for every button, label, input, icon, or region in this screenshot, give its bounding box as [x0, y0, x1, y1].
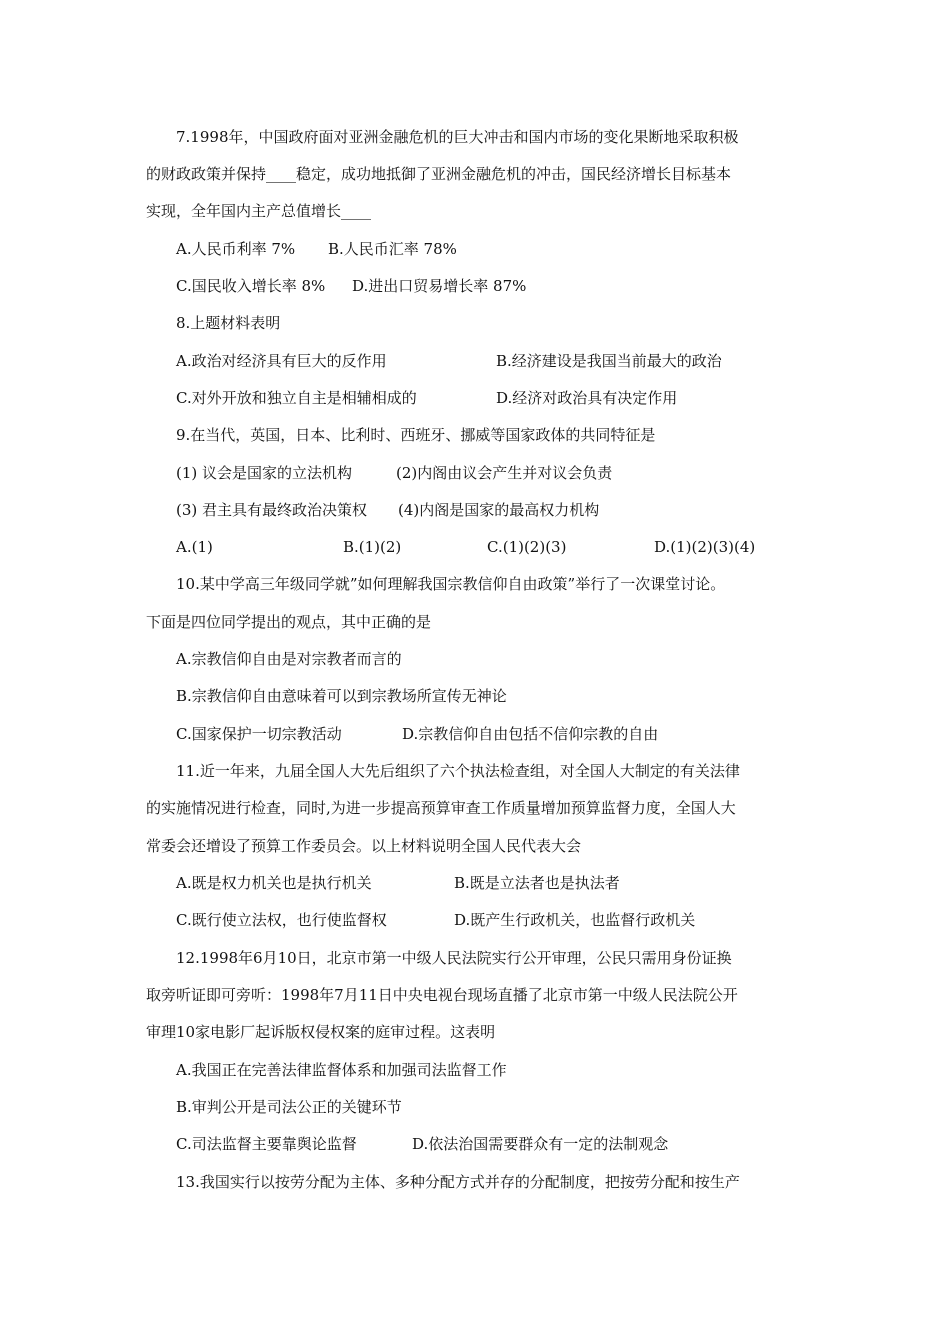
q9-item-4: (4)内阁是国家的最高权力机构: [398, 501, 600, 519]
q11-option-b: B.既是立法者也是执法者: [454, 874, 620, 892]
q8-stem: 8.上题材料表明: [176, 314, 281, 332]
q7-stem-line-3: 实现，全年国内主产总值增长____: [146, 202, 372, 220]
q13-stem-line-1: 13.我国实行以按劳分配为主体、多种分配方式并存的分配制度，把按劳分配和按生产: [176, 1173, 740, 1191]
q10-stem-line-2: 下面是四位同学提出的观点，其中正确的是: [146, 613, 432, 631]
q9-stem: 9.在当代，英国，日本、比利时、西班牙、挪威等国家政体的共同特征是: [176, 426, 656, 444]
q7-stem-line-1: 7.1998年，中国政府面对亚洲金融危机的巨大冲击和国内市场的变化果断地采取积极: [176, 128, 739, 146]
q7-option-a: A.人民币利率 7%: [176, 240, 296, 258]
q7-option-b: B.人民币汇率 78%: [328, 240, 457, 258]
q9-item-2: (2)内阁由议会产生并对议会负责: [396, 464, 613, 482]
q9-option-d: D.(1)(2)(3)(4): [654, 538, 756, 556]
q10-option-c: C.国家保护一切宗教活动: [176, 725, 342, 743]
q7-stem-line-2: 的财政政策并保持____稳定，成功地抵御了亚洲金融危机的冲击，国民经济增长目标基本: [146, 165, 732, 183]
q9-item-3: (3) 君主具有最终政治决策权: [176, 501, 368, 519]
q9-option-c: C.(1)(2)(3): [487, 538, 567, 556]
q7-option-d: D.进出口贸易增长率 87%: [352, 277, 527, 295]
q12-option-d: D.依法治国需要群众有一定的法制观念: [412, 1135, 669, 1153]
q11-stem-line-1: 11.近一年来，九届全国人大先后组织了六个执法检查组，对全国人大制定的有关法律: [176, 762, 740, 780]
q7-option-c: C.国民收入增长率 8%: [176, 277, 326, 295]
q8-option-c: C.对外开放和独立自主是相辅相成的: [176, 389, 417, 407]
q11-option-a: A.既是权力机关也是执行机关: [176, 874, 372, 892]
q10-option-b: B.宗教信仰自由意味着可以到宗教场所宣传无神论: [176, 687, 507, 705]
q12-option-b: B.审判公开是司法公正的关键环节: [176, 1098, 402, 1116]
q9-item-1: (1) 议会是国家的立法机构: [176, 464, 353, 482]
q8-option-b: B.经济建设是我国当前最大的政治: [496, 352, 722, 370]
q10-stem-line-1: 10.某中学高三年级同学就”如何理解我国宗教信仰自由政策”举行了一次课堂讨论。: [176, 575, 726, 593]
q9-option-a: A.(1): [176, 538, 213, 556]
q12-stem-line-1: 12.1998年6月10日，北京市第一中级人民法院实行公开审理，公民只需用身份证换: [176, 949, 732, 967]
q11-option-d: D.既产生行政机关，也监督行政机关: [454, 911, 696, 929]
q12-option-c: C.司法监督主要靠舆论监督: [176, 1135, 357, 1153]
q12-option-a: A.我国正在完善法律监督体系和加强司法监督工作: [176, 1061, 507, 1079]
q10-option-a: A.宗教信仰自由是对宗教者而言的: [176, 650, 402, 668]
q11-stem-line-3: 常委会还增设了预算工作委员会。以上材料说明全国人民代表大会: [146, 837, 582, 855]
q11-option-c: C.既行使立法权，也行使监督权: [176, 911, 387, 929]
q12-stem-line-3: 审理10家电影厂起诉版权侵权案的庭审过程。这表明: [146, 1023, 496, 1041]
q10-option-d: D.宗教信仰自由包括不信仰宗教的自由: [402, 725, 659, 743]
q9-option-b: B.(1)(2): [343, 538, 402, 556]
q12-stem-line-2: 取旁听证即可旁听：1998年7月11日中央电视台现场直播了北京市第一中级人民法院公开: [146, 986, 738, 1004]
q8-option-a: A.政治对经济具有巨大的反作用: [176, 352, 387, 370]
q8-option-d: D.经济对政治具有决定作用: [496, 389, 678, 407]
q11-stem-line-2: 的实施情况进行检查，同时,为进一步提高预算审查工作质量增加预算监督力度，全国人大: [146, 799, 736, 817]
